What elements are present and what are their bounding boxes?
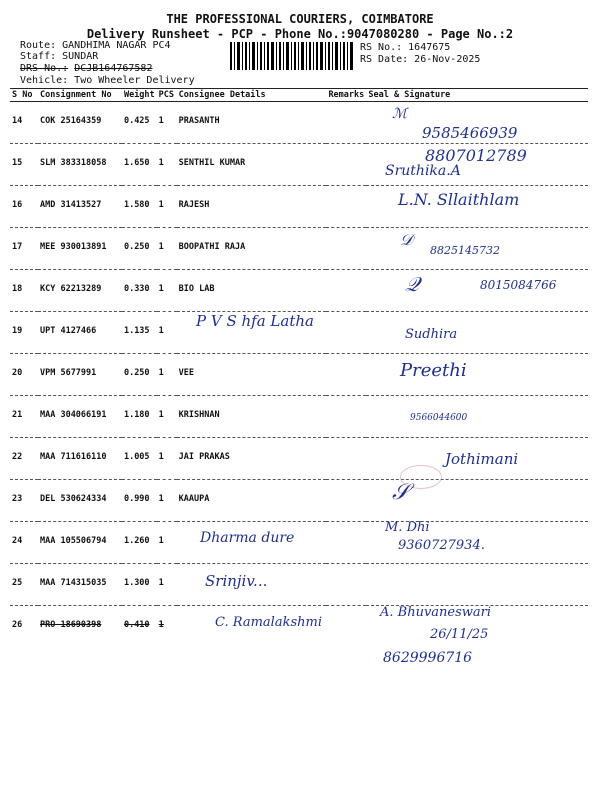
row-weight: 0.425 xyxy=(123,116,150,126)
row-pcs: 1 xyxy=(158,452,164,462)
row-remarks xyxy=(326,102,366,144)
row-weight: 0.410 xyxy=(123,620,150,630)
row-consignment-no: PRO 18690398 xyxy=(39,620,102,630)
rs-number: RS No.: 1647675 xyxy=(360,42,451,53)
row-weight: 0.250 xyxy=(123,242,150,252)
row-signature xyxy=(366,312,588,354)
staff-label: Staff: SUNDAR xyxy=(20,51,99,62)
row-consignee: JAI PRAKAS xyxy=(178,452,230,462)
row-consignment-no: MAA 714315035 xyxy=(39,578,107,588)
row-consignee: VEE xyxy=(178,368,195,378)
drs-value: DCJB164767582 xyxy=(74,63,153,74)
row-weight: 1.650 xyxy=(123,158,150,168)
runsheet-subtitle: Delivery Runsheet - PCP - Phone No.:9047080280 - Page No.:2 xyxy=(86,27,514,41)
row-sno: 24 xyxy=(12,536,23,546)
row-pcs: 1 xyxy=(158,410,164,420)
row-consignee: SENTHIL KUMAR xyxy=(178,158,246,168)
row-pcs: 1 xyxy=(158,158,164,168)
row-remarks xyxy=(326,480,366,522)
row-sno: 16 xyxy=(12,200,23,210)
row-consignment-no: MEE 930013891 xyxy=(39,242,107,252)
row-sno: 20 xyxy=(12,368,23,378)
col-signature: Seal & Signature xyxy=(368,90,451,100)
handwritten-signature: L.N. Sllaithlam xyxy=(398,190,520,209)
row-sno: 19 xyxy=(12,326,23,336)
row-pcs: 1 xyxy=(158,116,164,126)
handwritten-mark: 𝒬 xyxy=(405,272,420,296)
handwritten-mark: 𝒮 xyxy=(392,480,410,505)
table-row xyxy=(10,564,588,606)
row-consignee: BOOPATHI RAJA xyxy=(178,242,246,252)
row-consignment-no: DEL 530624334 xyxy=(39,494,107,504)
rs-date: RS Date: 26-Nov-2025 xyxy=(360,54,481,65)
drs-number xyxy=(20,63,152,74)
row-consignment-no: MAA 711616110 xyxy=(39,452,107,462)
row-consignment-no: UPT 4127466 xyxy=(39,326,97,336)
handwritten-phone: 8825145732 xyxy=(430,244,500,257)
row-remarks xyxy=(326,564,366,606)
row-weight: 0.330 xyxy=(123,284,150,294)
row-remarks xyxy=(326,228,366,270)
col-consignee: Consignee Details xyxy=(178,90,266,100)
row-consignee: PRASANTH xyxy=(178,116,220,126)
table-row xyxy=(10,228,588,270)
row-pcs: 1 xyxy=(158,326,164,336)
row-consignee: KRISHNAN xyxy=(178,410,220,420)
row-weight: 1.135 xyxy=(123,326,150,336)
row-sno: 17 xyxy=(12,242,23,252)
table-header-row xyxy=(10,89,588,102)
row-remarks xyxy=(326,186,366,228)
row-remarks xyxy=(326,438,366,480)
row-sno: 25 xyxy=(12,578,23,588)
col-pcs: PCS xyxy=(158,90,175,100)
row-weight: 1.580 xyxy=(123,200,150,210)
handwritten-signature: Sudhira xyxy=(405,327,458,342)
row-sno: 22 xyxy=(12,452,23,462)
row-remarks xyxy=(326,522,366,564)
handwritten-signature: Jothimani xyxy=(445,450,519,468)
barcode-icon xyxy=(230,42,355,70)
handwritten-date: 26/11/25 xyxy=(430,627,489,642)
row-pcs: 1 xyxy=(158,578,164,588)
row-weight: 1.005 xyxy=(123,452,150,462)
col-remarks: Remarks xyxy=(328,90,365,100)
handwritten-name: C. Ramalakshmi xyxy=(215,615,322,630)
table-row xyxy=(10,354,588,396)
handwritten-phone: 9566044600 xyxy=(410,413,468,423)
row-consignment-no: AMD 31413527 xyxy=(39,200,102,210)
handwritten-name: P V S hfa Latha xyxy=(196,312,314,330)
runsheet-table xyxy=(10,88,588,647)
row-remarks xyxy=(326,144,366,186)
row-sno: 15 xyxy=(12,158,23,168)
row-remarks xyxy=(326,606,366,648)
row-signature xyxy=(366,396,588,438)
row-remarks xyxy=(326,312,366,354)
handwritten-name: Dharma dure xyxy=(200,530,295,546)
company-title: THE PROFESSIONAL COURIERS, COIMBATORE xyxy=(166,12,434,26)
row-signature xyxy=(366,564,588,606)
row-consignee: KAAUPA xyxy=(178,494,210,504)
row-weight: 0.990 xyxy=(123,494,150,504)
handwritten-phone: 8015084766 xyxy=(480,278,557,292)
handwritten-signature: M. Dhi xyxy=(385,520,430,535)
col-sno: S No xyxy=(12,90,33,100)
row-sno: 21 xyxy=(12,410,23,420)
handwritten-phone: 9360727934. xyxy=(398,538,485,553)
vehicle-label: Vehicle: Two Wheeler Delivery xyxy=(20,75,195,86)
row-sno: 14 xyxy=(12,116,23,126)
row-pcs: 1 xyxy=(158,284,164,294)
row-consignment-no: VPM 5677991 xyxy=(39,368,97,378)
handwritten-signature: Preethi xyxy=(400,360,467,381)
handwritten-mark: 𝒟 xyxy=(400,230,413,249)
row-weight: 1.260 xyxy=(123,536,150,546)
col-weight: Weight xyxy=(123,90,155,100)
handwritten-signature: Sruthika.A xyxy=(385,163,461,179)
handwritten-phone: 8629996716 xyxy=(383,650,473,666)
row-remarks xyxy=(326,396,366,438)
row-consignment-no: MAA 304066191 xyxy=(39,410,107,420)
row-sno: 18 xyxy=(12,284,23,294)
row-remarks xyxy=(326,354,366,396)
row-sno: 23 xyxy=(12,494,23,504)
row-weight: 1.300 xyxy=(123,578,150,588)
table-row xyxy=(10,522,588,564)
row-pcs: 1 xyxy=(158,494,164,504)
row-consignment-no: COK 25164359 xyxy=(39,116,102,126)
table-row xyxy=(10,480,588,522)
row-pcs: 1 xyxy=(158,368,164,378)
row-remarks xyxy=(326,270,366,312)
row-consignment-no: MAA 105506794 xyxy=(39,536,107,546)
row-pcs: 1 xyxy=(158,242,164,252)
row-pcs: 1 xyxy=(158,200,164,210)
row-sno: 26 xyxy=(12,620,23,630)
drs-label: DRS No.: xyxy=(20,63,69,74)
route-label: Route: GANDHIMA NAGAR PC4 xyxy=(20,40,171,51)
row-pcs: 1 xyxy=(158,620,164,630)
row-consignee: BIO LAB xyxy=(178,284,215,294)
row-consignment-no: SLM 383318058 xyxy=(39,158,107,168)
handwritten-phone: 8807012789 xyxy=(425,146,527,165)
handwritten-phone: 9585466939 xyxy=(422,124,518,142)
handwritten-mark: ℳ xyxy=(392,106,407,122)
table-row xyxy=(10,396,588,438)
handwritten-name: Srinjiv... xyxy=(205,572,268,590)
row-weight: 0.250 xyxy=(123,368,150,378)
row-weight: 1.180 xyxy=(123,410,150,420)
handwritten-signature: A. Bhuvaneswari xyxy=(380,605,492,620)
row-consignment-no: KCY 62213289 xyxy=(39,284,102,294)
row-pcs: 1 xyxy=(158,536,164,546)
col-consignment: Consignment No xyxy=(39,90,112,100)
row-consignee: RAJESH xyxy=(178,200,210,210)
